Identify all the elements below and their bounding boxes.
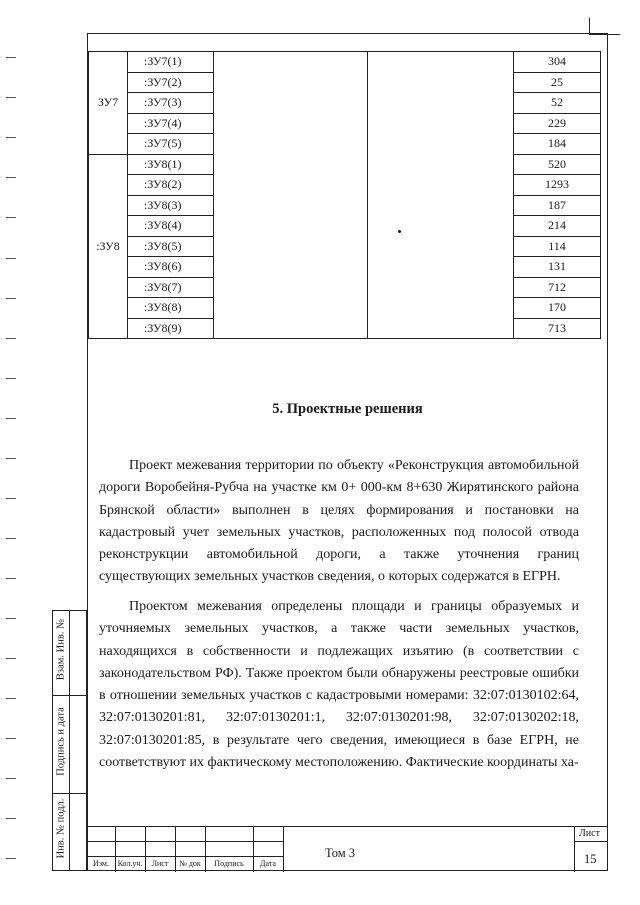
col-ndok: № док <box>179 859 201 868</box>
sidebar-vzam: Взам. Инв. № <box>55 618 67 681</box>
sidebar-podpis: Подпись и дата <box>55 707 67 776</box>
scan-dot <box>398 230 401 233</box>
col-kol: Кол.уч. <box>117 859 143 868</box>
col-izm: Изм. <box>93 859 109 868</box>
area-value-cell: 170 <box>514 298 601 319</box>
area-value-cell: 713 <box>514 318 601 339</box>
empty-cell <box>214 52 368 339</box>
col-podp: Подпись <box>214 859 244 868</box>
table-row <box>89 52 601 73</box>
area-value-cell: 229 <box>514 113 601 134</box>
subplot-cell: :ЗУ8(5) <box>128 236 214 257</box>
area-value-cell: 52 <box>514 93 601 114</box>
subplot-cell: :ЗУ8(7) <box>128 277 214 298</box>
sidebar-inv: Инв. № подл. <box>55 798 67 859</box>
land-plots-table <box>88 51 601 339</box>
subplot-cell: :ЗУ8(3) <box>128 195 214 216</box>
paragraph-2 <box>99 596 579 774</box>
volume-label: Том 3 <box>325 846 355 860</box>
subplot-cell: :ЗУ7(3) <box>128 93 214 114</box>
subplot-cell: :ЗУ7(5) <box>128 134 214 155</box>
group-name-cell: :ЗУ8 <box>89 154 128 339</box>
col-list: Лист <box>151 859 169 868</box>
area-value-cell: 304 <box>514 52 601 73</box>
area-value-cell: 184 <box>514 134 601 155</box>
area-value-cell: 712 <box>514 277 601 298</box>
area-value-cell: 25 <box>514 72 601 93</box>
empty-cell <box>368 52 514 339</box>
col-data: Дата <box>260 859 276 868</box>
paragraph-1-text: Проект межевания территории по объекту «Реконструкция автомобильной дороги Воробейня-Рубча на участке км 0+ 000-км 8+630 Жирятинского района Брянской области» выполнен в целях формирования и постановки на кадастровый учет земельных участков, расположенных под полосой отвода реконструкции автомобильной дороги, а также уточнения границ существующих земельных участков сведения, о которых содержатся в ЕГРН. <box>99 458 579 585</box>
area-value-cell: 214 <box>514 216 601 237</box>
stamp-sidebar <box>52 610 87 871</box>
subplot-cell: :ЗУ8(1) <box>128 154 214 175</box>
area-value-cell: 187 <box>514 195 601 216</box>
paragraph-2-text: Проектом межевания определены площади и границы образуемых и уточняемых земельных участков, а также части земельных участков, находящихся в собственности и подлежащих изъятию (в соответствии с законодательством РФ). Также проектом были обнаружены реестровые ошибки в отношении земельных участков с кадастровыми номерами: 32:07:0130102:64, 32:07:0130201:81, 32:07:0130201:1, 32:07:0130201:98, 32:07:0130202:18, 32:07:0130201:85, в результате чего сведения, имеющиеся в базе ЕГРН, не соответствуют их фактическому местоположению. Фактические координаты ха- <box>99 599 579 771</box>
area-value-cell: 520 <box>514 154 601 175</box>
subplot-cell: :ЗУ7(1) <box>128 52 214 73</box>
subplot-cell: :ЗУ7(2) <box>128 72 214 93</box>
subplot-cell: :ЗУ8(9) <box>128 318 214 339</box>
frame-corner <box>589 18 620 35</box>
area-value-cell: 114 <box>514 236 601 257</box>
area-value-cell: 1293 <box>514 175 601 196</box>
subplot-cell: :ЗУ8(4) <box>128 216 214 237</box>
group-name-cell: ЗУ7 <box>89 52 128 155</box>
subplot-cell: :ЗУ8(2) <box>128 175 214 196</box>
sheet-label: Лист <box>579 828 600 839</box>
subplot-cell: :ЗУ8(6) <box>128 257 214 278</box>
page-number: 15 <box>584 852 597 866</box>
paragraph-1 <box>99 455 579 589</box>
subplot-cell: :ЗУ8(8) <box>128 298 214 319</box>
area-value-cell: 131 <box>514 257 601 278</box>
subplot-cell: :ЗУ7(4) <box>128 113 214 134</box>
section-heading: 5. Проектные решения <box>272 401 423 417</box>
